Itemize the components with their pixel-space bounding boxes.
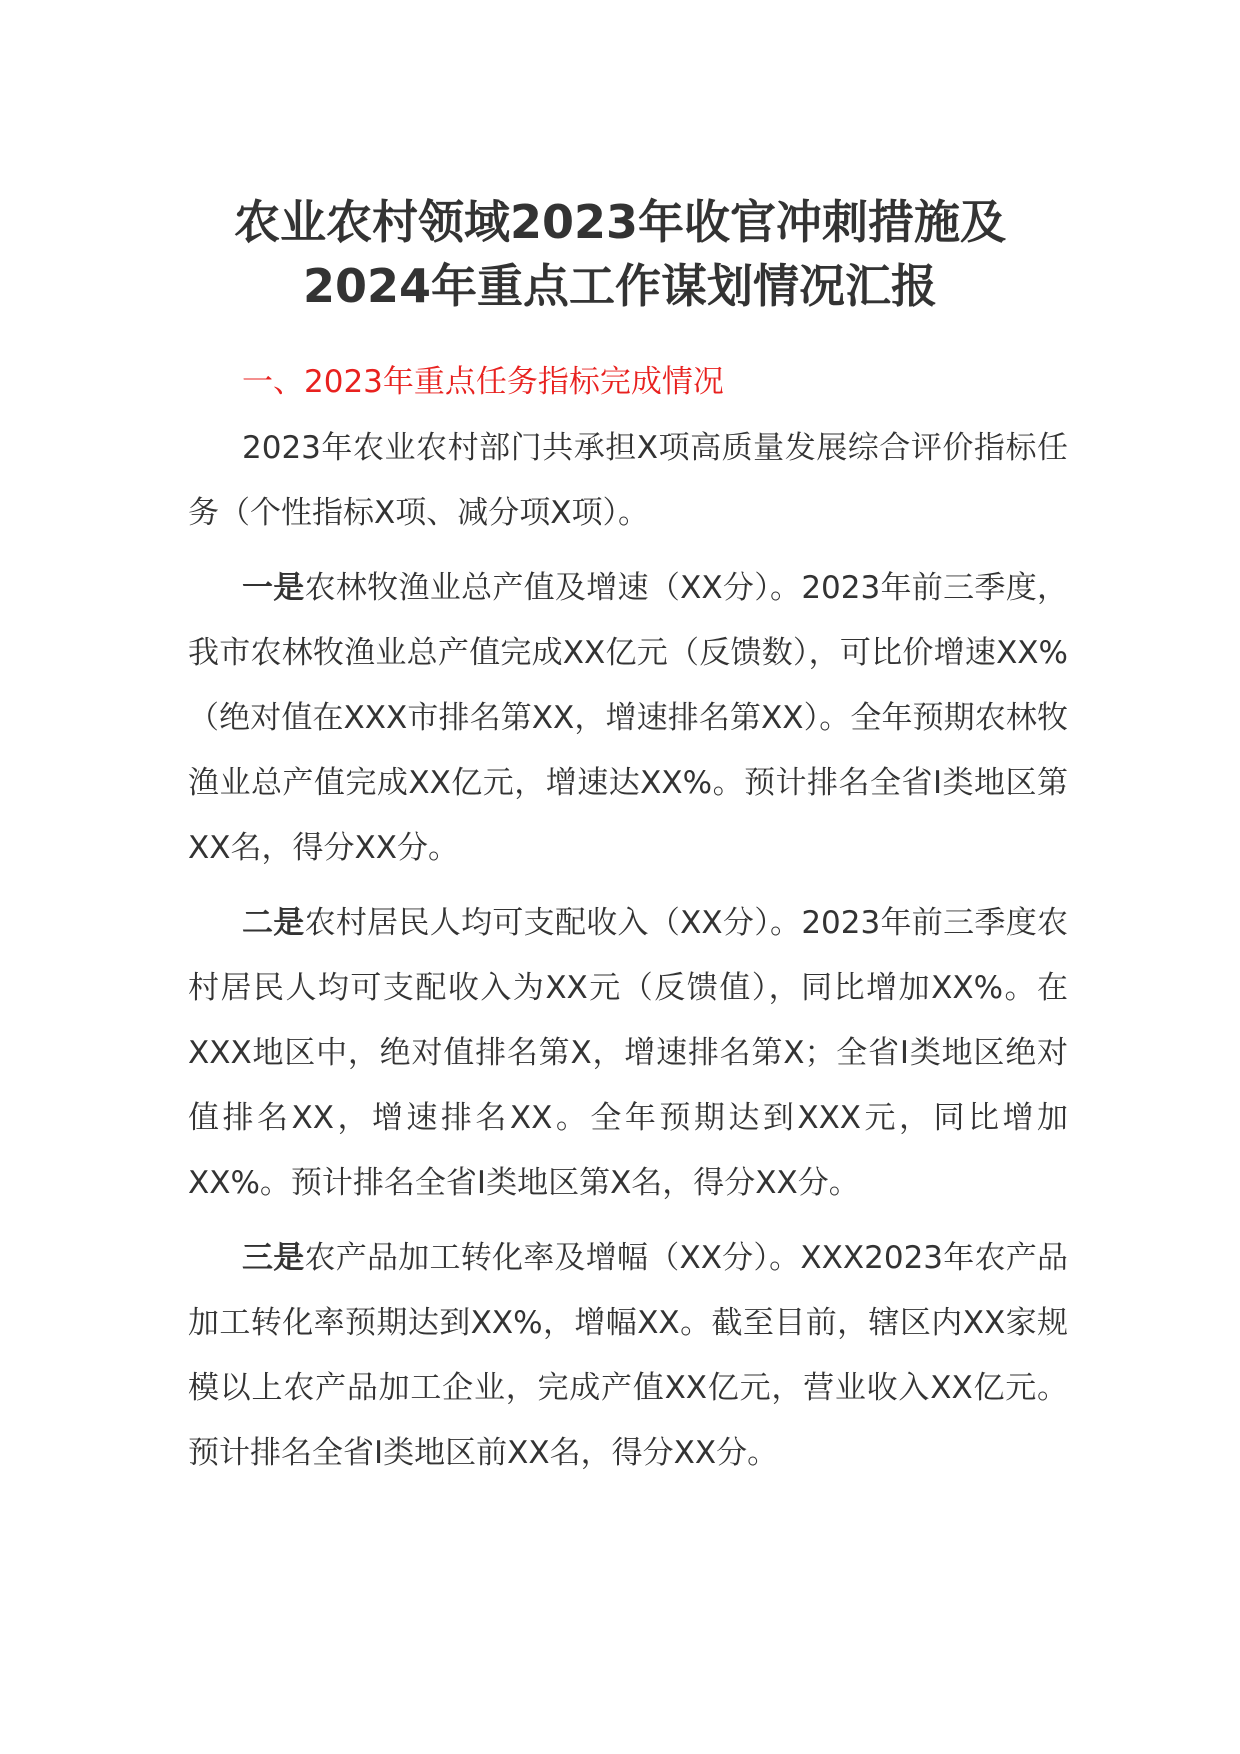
title-line-1: 农业农村领域2023年收官冲刺措施及 [233,195,1007,249]
item-paragraph-2 [188,891,1068,1216]
intro-paragraph: 2023年农业农村部门共承担X项高质量发展综合评价指标任务（个性指标X项、减分项X项）。 [188,430,1068,531]
item-text: 农村居民人均可支配收入（XX分）。2023年前三季度农村居民人均可支配收入为XX元（反馈值），同比增加XX%。在XXX地区中，绝对值排名第X，增速排名第X；全省I类地区绝对值排名XX，增速排名XX。全年预期达到XXX元，同比增加XX%。预计排名全省I类地区第X名，得分XX分。 [188,905,1068,1201]
item-paragraph-3 [188,1226,1068,1486]
title-line-2: 2024年重点工作谋划情况汇报 [302,259,938,313]
section-heading: 一、2023年重点任务指标完成情况 [242,364,724,400]
document-body [188,358,1068,1486]
item-lead: 二是 [242,905,305,941]
item-lead: 一是 [242,570,305,606]
item-text: 农产品加工转化率及增幅（XX分）。XXX2023年农产品加工转化率预期达到XX%，增幅XX。截至目前，辖区内XX家规模以上农产品加工企业，完成产值XX亿元，营业收入XX亿元。预计排名全省I类地区前XX名，得分XX分。 [188,1240,1069,1471]
document-title [150,190,1090,318]
item-text: 农林牧渔业总产值及增速（XX分）。2023年前三季度，我市农林牧渔业总产值完成XX亿元（反馈数），可比价增速XX%（绝对值在XXX市排名第XX，增速排名第XX）。全年预期农林牧渔业总产值完成XX亿元，增速达XX%。预计排名全省I类地区第XX名，得分XX分。 [188,570,1068,866]
item-paragraph-1 [188,556,1068,881]
item-lead: 三是 [242,1240,305,1276]
